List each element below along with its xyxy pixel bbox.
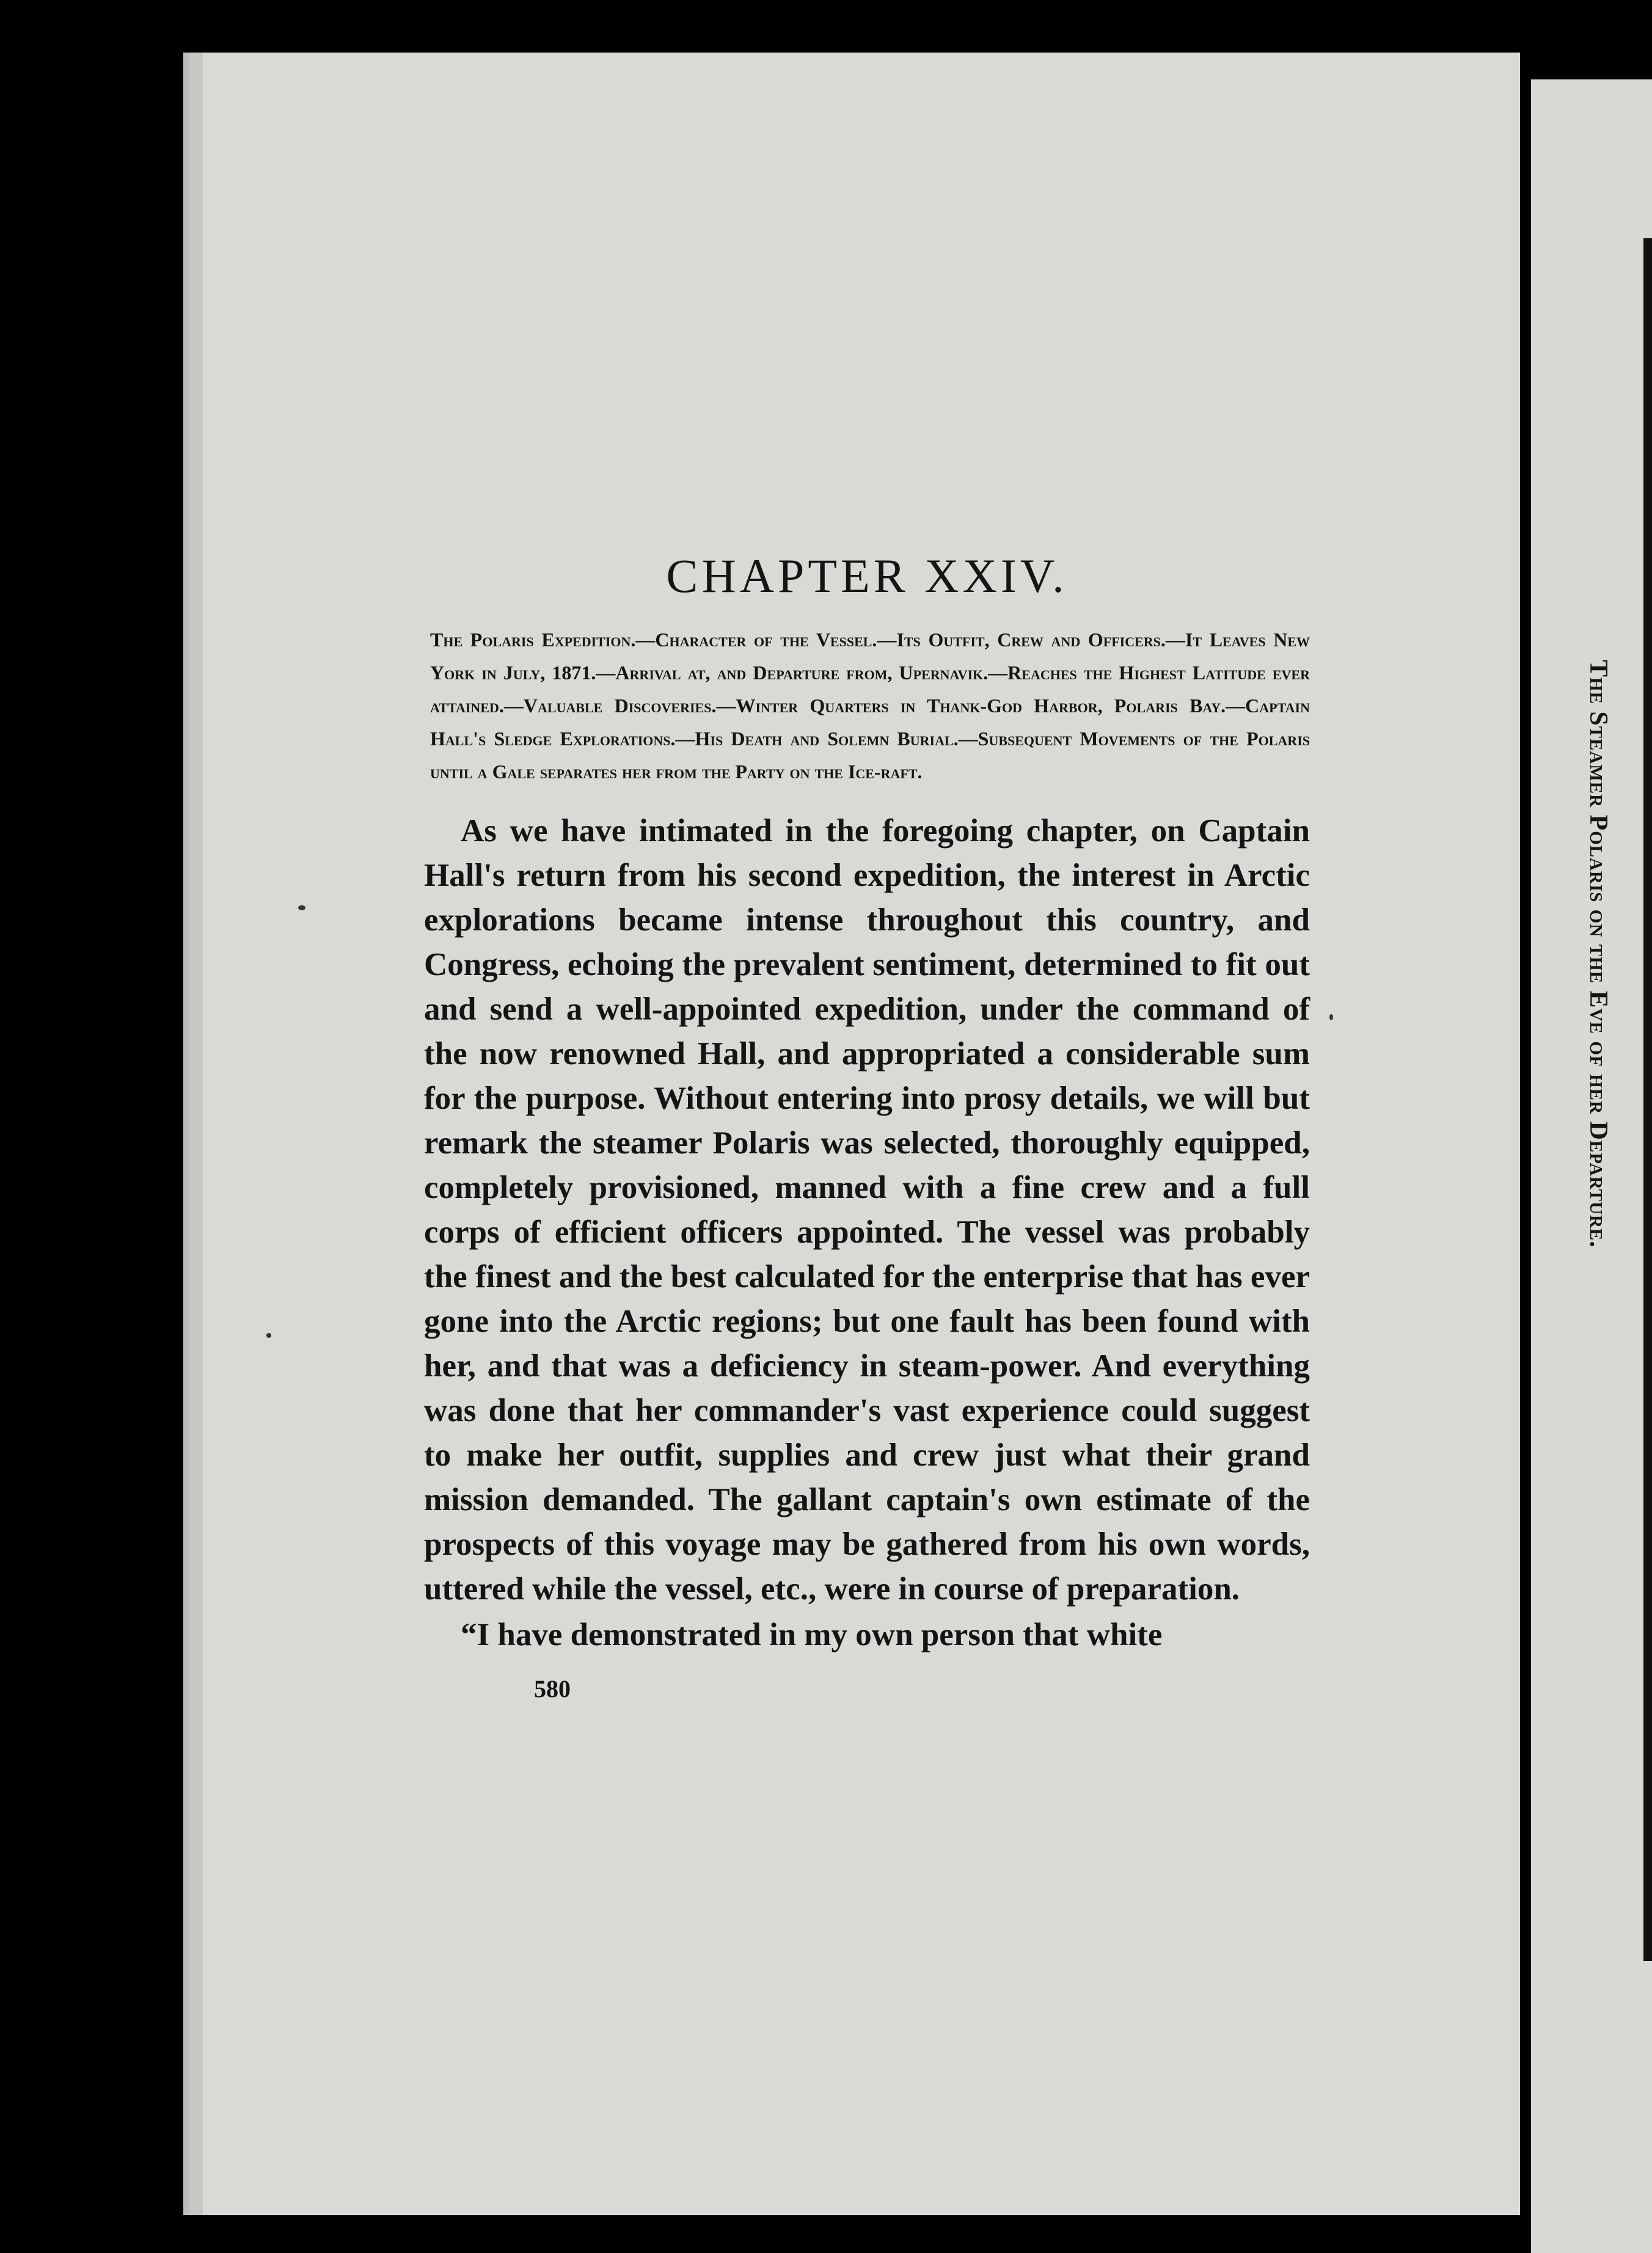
chapter-title: CHAPTER XXIV. <box>666 549 1068 602</box>
scan-speck <box>298 905 305 910</box>
running-head: The Steamer Polaris on the Eve of her Departure. <box>1584 660 1612 1248</box>
page-gutter-shadow <box>189 53 203 2215</box>
facing-page-edge <box>1643 238 1652 1961</box>
body-paragraph-1: As we have intimated in the foregoing chapter, on Captain Hall's return from his second expedition, the interest in Arctic explorations became intense throughout this country, and Congress, echoing the prevalent sentiment, determined to fit out and send a well-appointed expedition, under the command of the now renowned Hall, and appropriated a considerable sum for the purpose. Without entering into prosy details, we will but remark the steamer Polaris was selected, thoroughly equipped, completely provisioned, manned with a fine crew and a full corps of efficient officers appointed. The vessel was probably the finest and the best calculated for the enterprise that has ever gone into the Arctic regions; but one fault has been found with her, and that was a deficiency in steam-power. And everything was done that her commander's vast experience could suggest to make her outfit, supplies and crew just what their grand mission demanded. The gallant captain's own estimate of the prospects of this voyage may be gathered from his own words, uttered while the vessel, etc., were in course of preparation. <box>424 812 1310 1607</box>
chapter-summary: The Polaris Expedition.—Character of the Vessel.—Its Outfit, Crew and Officers.—It Leaves New York in July, 1871.—Arrival at, and Departure from, Upernavik.—Reaches the Highest Latitude ever attained.—Valuable Discoveries.—Winter Quarters in Thank-God Harbor, Polaris Bay.—Captain Hall's Sledge Explorations.—His Death and Solemn Burial.—Subsequent Movements of the Polaris until a Gale separates her from the Party on the Ice-raft. <box>430 628 1310 783</box>
scan-speck <box>266 1333 271 1338</box>
page-number: 580 <box>534 1674 571 1703</box>
scan-speck <box>1329 1014 1333 1020</box>
body-paragraph-2: “I have demonstrated in my own person that white <box>461 1616 1163 1652</box>
page-content <box>424 550 1310 1703</box>
